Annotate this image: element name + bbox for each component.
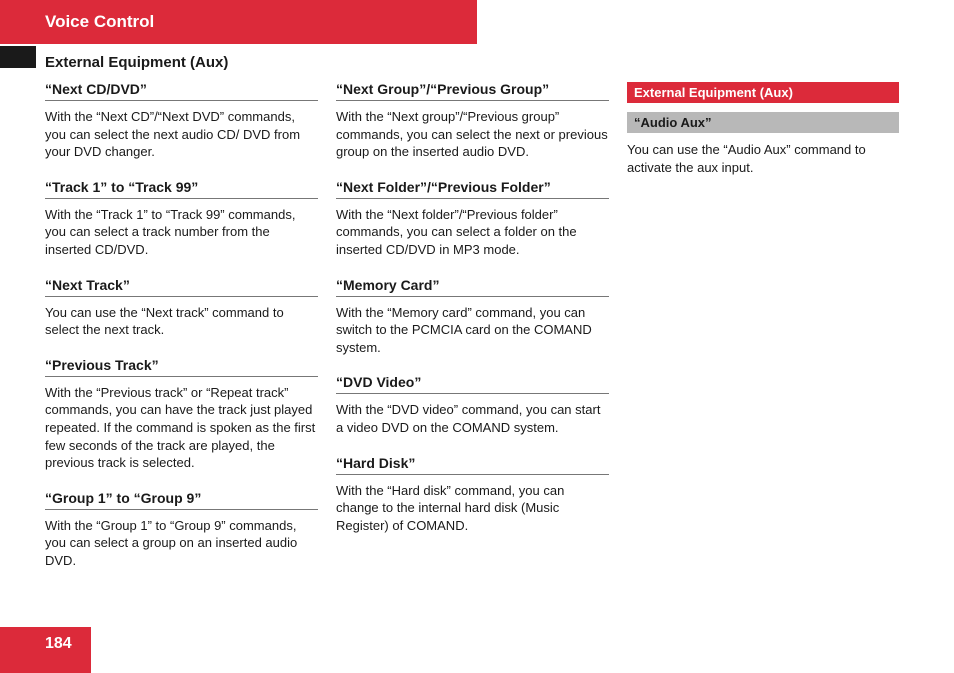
command-description: You can use the “Next track” command to select the next track. [45, 304, 284, 338]
command-description: With the “Next group”/“Previous group” commands, you can select the next or previous group on the inserted audio DVD. [336, 109, 608, 160]
command-block [45, 80, 318, 161]
command-heading: “Group 1” to “Group 9” [45, 489, 318, 510]
command-block [336, 80, 609, 161]
column-middle [336, 80, 609, 551]
command-block [45, 276, 318, 339]
page-number-box [0, 627, 91, 673]
command-block [336, 276, 609, 357]
command-block [336, 454, 609, 535]
command-heading: “Hard Disk” [336, 454, 609, 475]
command-description: You can use the “Audio Aux” command to activate the aux input. [627, 142, 866, 175]
column-left [45, 80, 318, 587]
column-right [627, 82, 900, 176]
command-description: With the “Next folder”/“Previous folder” commands, you can select a folder on the inserted CD/DVD in MP3 mode. [336, 206, 577, 257]
command-heading: “Previous Track” [45, 356, 318, 377]
header-bar [0, 0, 477, 44]
command-description: With the “Memory card” command, you can switch to the PCMCIA card on the COMAND system. [336, 304, 592, 355]
command-heading-bar: “Audio Aux” [627, 112, 899, 133]
command-block [336, 178, 609, 259]
command-heading: “DVD Video” [336, 373, 609, 394]
chapter-tab-marker [0, 46, 36, 68]
command-heading: “Next CD/DVD” [45, 80, 318, 101]
command-block [45, 178, 318, 259]
section-title: External Equipment (Aux) [45, 54, 229, 71]
command-heading: “Next Group”/“Previous Group” [336, 80, 609, 101]
command-description: With the “Hard disk” command, you can change to the internal hard disk (Music Register) of COMAND. [336, 482, 565, 533]
command-description: With the “DVD video” command, you can start a video DVD on the COMAND system. [336, 402, 601, 435]
command-description: With the “Next CD”/“Next DVD” commands, you can select the next audio CD/ DVD from your DVD changer. [45, 109, 301, 160]
command-heading: “Next Folder”/“Previous Folder” [336, 178, 609, 199]
command-heading: “Next Track” [45, 276, 318, 297]
page-number: 184 [45, 635, 72, 652]
chapter-title: Voice Control [45, 12, 155, 31]
command-block [336, 373, 609, 436]
command-block [45, 356, 318, 472]
command-block [45, 489, 318, 570]
command-description: With the “Group 1” to “Group 9” commands, you can select a group on an inserted audio DVD. [45, 517, 298, 568]
subsection-heading-bar: External Equipment (Aux) [627, 82, 899, 103]
command-description: With the “Track 1” to “Track 99” commands, you can select a track number from the inserted CD/DVD. [45, 206, 296, 257]
command-heading: “Track 1” to “Track 99” [45, 178, 318, 199]
command-heading: “Memory Card” [336, 276, 609, 297]
command-description: With the “Previous track” or “Repeat track” commands, you can have the track just played repeated. If the command is spoken as the first few seconds of the track are played, the previous track is selected. [45, 384, 316, 471]
